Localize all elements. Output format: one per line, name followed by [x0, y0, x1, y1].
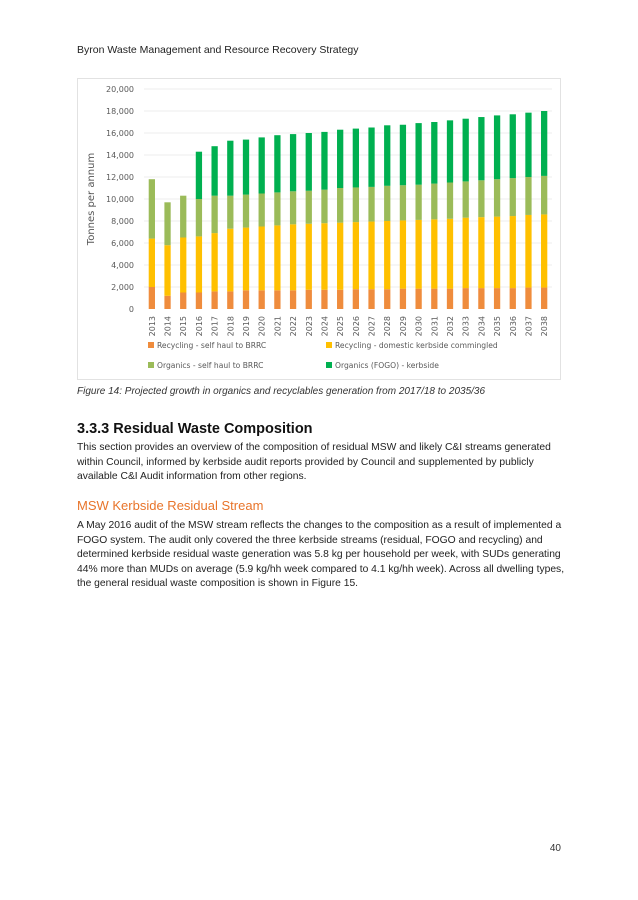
- bar-segment: [368, 128, 374, 187]
- y-tick-label: 6,000: [111, 239, 134, 248]
- bar-segment: [274, 290, 280, 309]
- bar-segment: [431, 289, 437, 309]
- bar-segment: [447, 289, 453, 309]
- bar-segment: [306, 191, 312, 224]
- bar-segment: [290, 224, 296, 290]
- bar-segment: [478, 288, 484, 309]
- x-tick-label: 2031: [430, 316, 440, 337]
- bar-segment: [337, 223, 343, 290]
- x-tick-label: 2019: [242, 316, 251, 337]
- bar-segment: [243, 195, 249, 228]
- bar-segment: [243, 290, 249, 309]
- bar-segment: [259, 290, 265, 309]
- bar-segment: [337, 130, 343, 188]
- bar-segment: [164, 296, 170, 309]
- legend-label: Organics - self haul to BRRC: [157, 361, 264, 370]
- legend-swatch: [148, 362, 154, 368]
- bar-segment: [353, 129, 359, 188]
- bar-segment: [494, 115, 500, 179]
- bar-segment: [259, 194, 265, 227]
- bar-segment: [227, 291, 233, 309]
- bar-segment: [290, 134, 296, 191]
- y-tick-label: 16,000: [106, 129, 134, 138]
- x-tick-label: 2015: [179, 316, 189, 337]
- x-tick-label: 2035: [493, 316, 503, 337]
- bar-segment: [196, 152, 202, 199]
- x-tick-label: 2032: [446, 316, 455, 337]
- x-tick-label: 2022: [289, 316, 299, 337]
- bar-segment: [321, 190, 327, 224]
- bar-segment: [525, 288, 531, 309]
- bar-segment: [463, 119, 469, 182]
- x-tick-label: 2023: [304, 316, 314, 337]
- bar-segment: [149, 239, 155, 287]
- x-tick-label: 2025: [336, 316, 346, 337]
- document-header: Byron Waste Management and Resource Recovery Strategy: [77, 44, 359, 56]
- bar-segment: [541, 176, 547, 215]
- bar-segment: [510, 178, 516, 216]
- chart-svg: [78, 79, 562, 381]
- bar-segment: [211, 291, 217, 309]
- x-tick-label: 2013: [147, 316, 157, 337]
- x-tick-label: 2027: [367, 316, 377, 337]
- x-tick-labels: [148, 316, 549, 336]
- bar-segment: [510, 216, 516, 288]
- x-tick-label: 2024: [320, 316, 330, 337]
- y-tick-label: 18,000: [106, 107, 134, 116]
- bar-segment: [259, 137, 265, 193]
- legend-swatch: [326, 342, 332, 348]
- page-number: 40: [549, 843, 561, 854]
- section-intro-paragraph: This section provides an overview of the composition of residual MSW and likely C&I streams generated within Council, informed by kerbside audit reports provided by Council and supplemented by publicly available C&I Audit information from other regions.: [77, 442, 551, 483]
- x-tick-label: 2018: [226, 316, 236, 337]
- bar-segment: [431, 122, 437, 184]
- bar-segment: [541, 111, 547, 176]
- bar-segment: [321, 290, 327, 309]
- bar-segment: [463, 288, 469, 309]
- bar-segment: [274, 192, 280, 225]
- section-heading: 3.3.3 Residual Waste Composition: [77, 421, 313, 437]
- x-tick-label: 2026: [351, 316, 361, 337]
- bar-segment: [337, 188, 343, 223]
- bar-segment: [227, 196, 233, 229]
- bar-segment: [415, 220, 421, 289]
- bar-segment: [259, 227, 265, 291]
- bar-segment: [525, 177, 531, 215]
- bar-segment: [494, 179, 500, 216]
- bar-segment: [290, 290, 296, 309]
- legend-label: Recycling - self haul to BRRC: [157, 341, 267, 350]
- bar-segment: [290, 191, 296, 224]
- subsection-heading: MSW Kerbside Residual Stream: [77, 498, 264, 513]
- bar-segment: [447, 183, 453, 219]
- bar-segment: [384, 125, 390, 186]
- bar-segment: [149, 287, 155, 309]
- bar-segment: [478, 117, 484, 180]
- x-tick-label: 2036: [508, 316, 518, 337]
- bar-segment: [478, 180, 484, 217]
- bar-segment: [541, 214, 547, 287]
- y-axis-title-group: [86, 153, 97, 246]
- bar-segment: [384, 186, 390, 221]
- bar-segment: [180, 293, 186, 310]
- bar-segment: [400, 185, 406, 220]
- bar-segment: [368, 289, 374, 309]
- x-tick-label: 2020: [257, 316, 267, 337]
- bar-segment: [211, 196, 217, 233]
- bar-segment: [525, 113, 531, 177]
- y-tick-label: 2,000: [111, 283, 134, 292]
- y-tick-label: 20,000: [106, 85, 134, 94]
- bar-segment: [306, 224, 312, 290]
- bar-series: [149, 111, 548, 309]
- bar-segment: [415, 123, 421, 185]
- bar-segment: [321, 132, 327, 190]
- bar-segment: [510, 288, 516, 309]
- bar-segment: [463, 181, 469, 217]
- bar-segment: [368, 187, 374, 222]
- bar-segment: [431, 184, 437, 220]
- bar-segment: [368, 222, 374, 290]
- bar-segment: [431, 219, 437, 288]
- bar-segment: [478, 217, 484, 288]
- x-tick-label: 2038: [540, 316, 550, 337]
- bar-segment: [400, 125, 406, 186]
- x-tick-label: 2034: [477, 316, 487, 337]
- bar-segment: [494, 217, 500, 289]
- bar-segment: [447, 219, 453, 289]
- bar-segment: [353, 187, 359, 222]
- bar-segment: [196, 199, 202, 236]
- bar-segment: [274, 135, 280, 192]
- bar-segment: [274, 225, 280, 290]
- legend-swatch: [148, 342, 154, 348]
- bar-segment: [384, 221, 390, 289]
- x-tick-label: 2037: [524, 316, 534, 337]
- bar-segment: [243, 228, 249, 291]
- bar-segment: [149, 179, 155, 238]
- bar-segment: [164, 245, 170, 296]
- bar-segment: [227, 229, 233, 292]
- bar-segment: [525, 215, 531, 288]
- bar-segment: [415, 289, 421, 309]
- y-tick-label: 0: [128, 305, 134, 314]
- bar-segment: [447, 120, 453, 182]
- legend-swatch: [326, 362, 332, 368]
- bar-segment: [196, 293, 202, 310]
- bar-segment: [415, 185, 421, 220]
- bar-segment: [400, 289, 406, 309]
- y-tick-label: 14,000: [106, 151, 134, 160]
- stacked-bar-chart: [77, 78, 561, 380]
- gridlines: [144, 89, 552, 287]
- x-tick-label: 2033: [461, 316, 471, 337]
- bar-segment: [211, 233, 217, 291]
- bar-segment: [494, 288, 500, 309]
- legend-label: Recycling - domestic kerbside commingled: [335, 341, 498, 350]
- y-axis-title: Tonnes per annum: [86, 152, 97, 246]
- bar-segment: [243, 140, 249, 195]
- figure-caption: Figure 14: Projected growth in organics and recyclables generation from 2017/18 to 2035/36: [77, 386, 486, 397]
- x-tick-label: 2028: [383, 316, 393, 337]
- bar-segment: [227, 141, 233, 196]
- bar-segment: [353, 222, 359, 289]
- bar-segment: [321, 223, 327, 290]
- y-tick-label: 10,000: [106, 195, 134, 204]
- x-tick-label: 2021: [273, 316, 283, 337]
- y-tick-label: 12,000: [106, 173, 134, 182]
- bar-segment: [353, 289, 359, 309]
- bar-segment: [541, 288, 547, 309]
- legend-label: Organics (FOGO) - kerbside: [335, 361, 439, 370]
- x-tick-label: 2014: [163, 316, 173, 337]
- y-tick-label: 4,000: [111, 261, 134, 270]
- y-tick-labels: [106, 85, 134, 314]
- bar-segment: [337, 290, 343, 309]
- bar-segment: [510, 114, 516, 178]
- x-tick-label: 2017: [210, 316, 220, 337]
- bar-segment: [180, 196, 186, 238]
- y-tick-label: 8,000: [111, 217, 134, 226]
- bar-segment: [164, 202, 170, 245]
- x-tick-label: 2029: [398, 316, 408, 337]
- bar-segment: [306, 290, 312, 309]
- bar-segment: [384, 289, 390, 309]
- bar-segment: [400, 220, 406, 288]
- bar-segment: [306, 133, 312, 191]
- chart-legend: [148, 341, 498, 370]
- x-tick-label: 2030: [414, 316, 424, 337]
- subsection-body-paragraph: A May 2016 audit of the MSW stream reflects the changes to the composition as a result of implemented a FOGO system. The audit only covered the three kerbside streams (residual, FOGO and recycling) and determined kerbside residual waste generation was 5.8 kg per household per week, with SUDs generating 44% more than MUDs on average (5.9 kg/hh week compared to 4.1 kg/hh week). Across all dwelling types, the general residual waste composition is shown in Figure 15.: [77, 520, 565, 590]
- bar-segment: [211, 146, 217, 196]
- x-tick-label: 2016: [194, 316, 204, 337]
- bar-segment: [196, 236, 202, 292]
- bar-segment: [463, 218, 469, 288]
- bar-segment: [180, 238, 186, 293]
